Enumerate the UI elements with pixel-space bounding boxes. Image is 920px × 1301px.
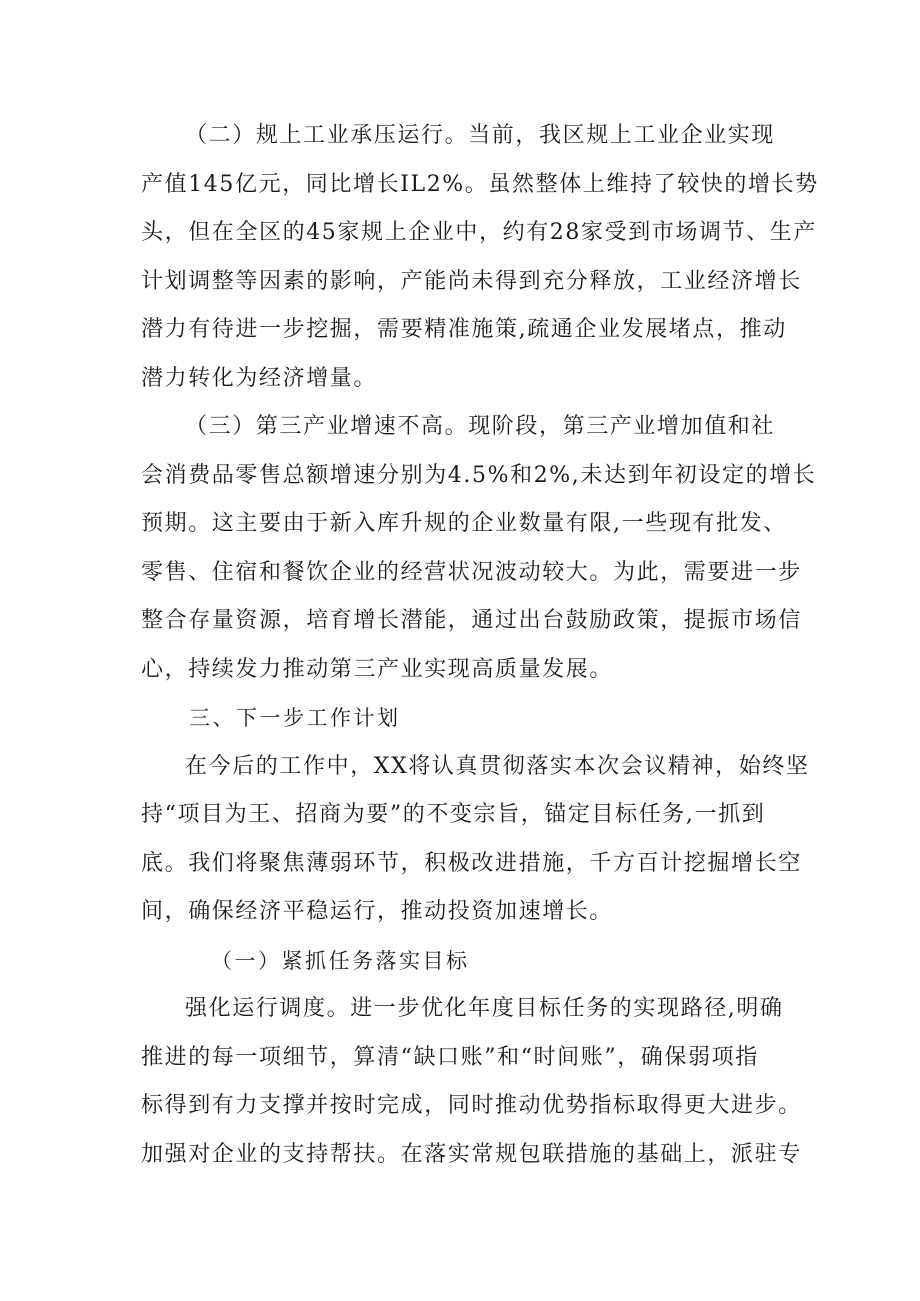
text-line: （二）规上工业承压运行。当前，我区规上工业企业实现 xyxy=(185,123,776,148)
text-line: 整合存量资源，培育增长潜能，通过出台鼓励政策，提振市场信 xyxy=(141,608,802,633)
text-line: 计划调整等因素的影响，产能尚未得到充分释放，工业经济增长 xyxy=(141,268,802,294)
text-line: 预期。这主要由于新入库升规的企业数量有限,一些现有批发、 xyxy=(141,511,787,536)
text-line: 推进的每一项细节，算清“缺口账”和“时间账”，确保弱项指 xyxy=(141,1044,759,1070)
text-line: 会消费品零售总额增速分别为4.5%和2%,未达到年初设定的增长 xyxy=(141,462,817,488)
text-line: 零售、住宿和餐饮企业的经营状况波动较大。为此，需要进一步 xyxy=(141,559,802,585)
text-line: 心，持续发力推动第三产业实现高质量发展。 xyxy=(141,656,614,682)
text-line: （三）第三产业增速不高。现阶段，第三产业增加值和社 xyxy=(185,414,776,439)
document-page xyxy=(141,112,819,1179)
text-line: 潜力有待进一步挖掘，需要精准施策,疏通企业发展堵点，推动 xyxy=(141,317,787,342)
text-line: 加强对企业的支持帮扶。在落实常规包联措施的基础上，派驻专 xyxy=(141,1141,802,1167)
heading-text: 三、下一步工作计划 xyxy=(189,706,401,730)
text-line: 潜力转化为经济增量。 xyxy=(141,365,378,391)
paragraph-industry xyxy=(141,112,819,403)
text-line: 标得到有力支撑并按时完成，同时推动优势指标取得更大进步。 xyxy=(141,1093,802,1118)
paragraph-dispatch xyxy=(141,985,802,1179)
text-line: 间，确保经济平稳运行，推动投资加速增长。 xyxy=(141,899,614,924)
text-line: 头，但在全区的45家规上企业中，约有28家受到市场调节、生产 xyxy=(141,220,817,245)
paragraph-tertiary xyxy=(141,403,817,694)
text-line: 在今后的工作中，XX将认真贯彻落实本次会议精神，始终坚 xyxy=(185,753,810,779)
subsection-heading xyxy=(141,937,785,986)
text-line: 持“项目为王、招商为要”的不变宗旨，锚定目标任务,一抓到 xyxy=(141,802,766,827)
section-heading xyxy=(141,694,785,743)
paragraph-plan-intro xyxy=(141,743,810,937)
heading-text: （一）紧抓任务落实目标 xyxy=(211,948,470,973)
text-line: 底。我们将聚焦薄弱环节，积极改进措施，千方百计挖掘增长空 xyxy=(141,850,802,876)
text-line: 产值145亿元，同比增长IL2%。虽然整体上维持了较快的增长势 xyxy=(141,171,819,197)
text-line: 强化运行调度。进一步优化年度目标任务的实现路径,明确 xyxy=(185,996,784,1021)
